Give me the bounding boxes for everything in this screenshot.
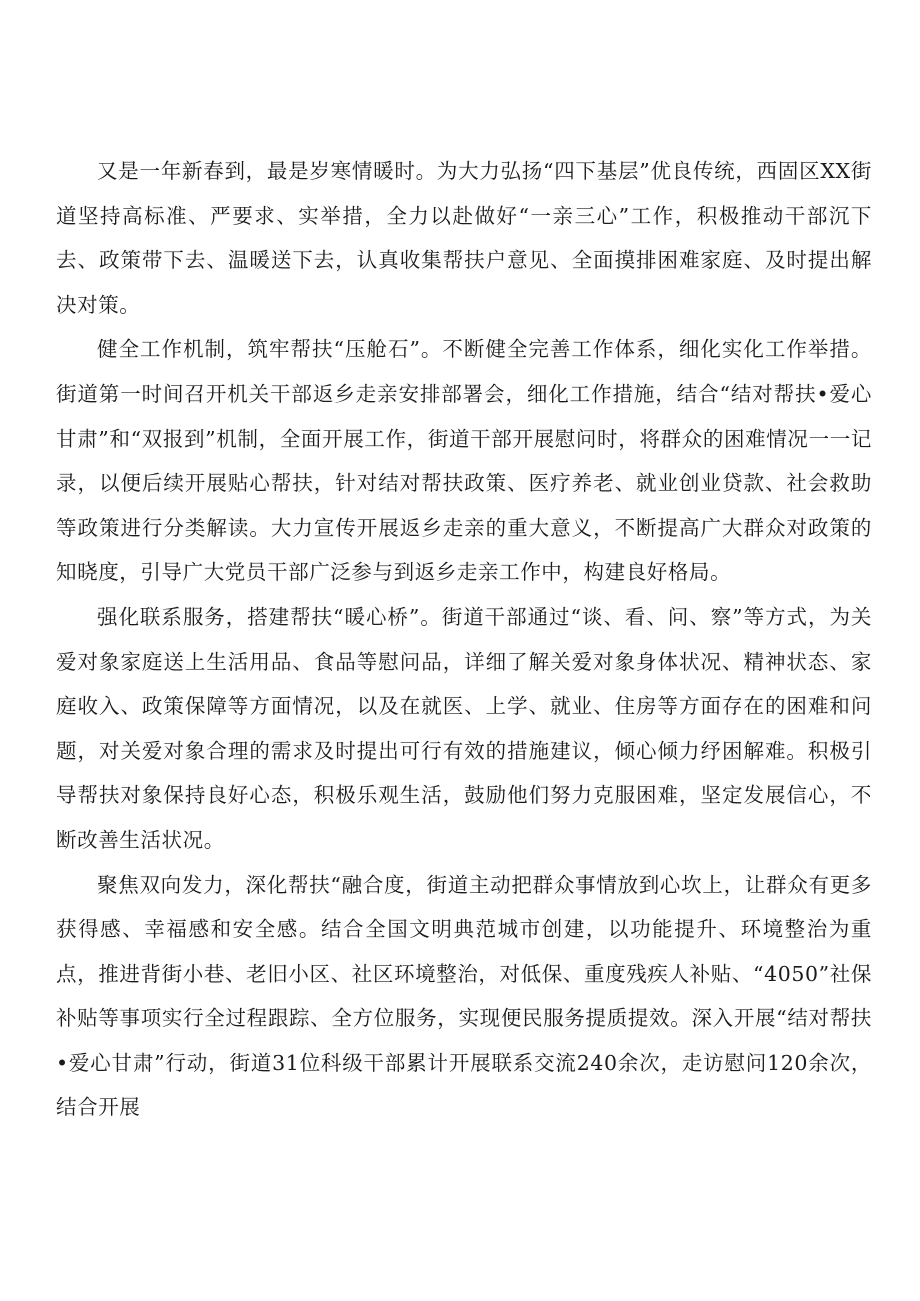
paragraph-service: 强化联系服务，搭建帮扶“暖心桥”。街道干部通过“谈、看、问、察”等方式，为关爱对象家庭送上生活用品、食品等慰问品，详细了解关爱对象身体状况、精神状态、家庭收入、政策保障等方面情况，以及在就医、上学、就业、住房等方面存在的困难和问题，对关爱对象合理的需求及时提出可行有效的措施建议，倾心倾力纾困解难。积极引导帮扶对象保持良好心态，积极乐观生活，鼓励他们努力克服困难，坚定发展信心，不断改善生活状况。 <box>56 604 872 852</box>
paragraph-mechanism: 健全工作机制，筑牢帮扶“压舱石”。不断健全完善工作体系，细化实化工作举措。街道第一时间召开机关干部返乡走亲安排部署会，细化工作措施，结合“结对帮扶•爱心甘肃”和“双报到”机制，全面开展工作，街道干部开展慰问时，将群众的困难情况一一记录，以便后续开展贴心帮扶，针对结对帮扶政策、医疗养老、就业创业贷款、社会救助等政策进行分类解读。大力宣传开展返乡走亲的重大意义，不断提高广大群众对政策的知晓度，引导广大党员干部广泛参与到返乡走亲工作中，构建良好格局。 <box>56 337 872 585</box>
document-body <box>56 149 872 1130</box>
paragraph-integration: 聚焦双向发力，深化帮扶“融合度，街道主动把群众事情放到心坎上，让群众有更多获得感、幸福感和安全感。结合全国文明典范城市创建，以功能提升、环境整治为重点，推进背街小巷、老旧小区、社区环境整治，对低保、重度残疾人补贴、“4050”社保补贴等事项实行全过程跟踪、全方位服务，实现便民服务提质提效。深入开展“结对帮扶•爱心甘肃”行动，街道31位科级干部累计开展联系交流240余次，走访慰问120余次，结合开展 <box>56 872 872 1120</box>
paragraph-intro: 又是一年新春到，最是岁寒情暖时。为大力弘扬“四下基层”优良传统，西固区XX街道坚持高标准、严要求、实举措，全力以赴做好“一亲三心”工作，积极推动干部沉下去、政策带下去、温暖送下去，认真收集帮扶户意见、全面摸排困难家庭、及时提出解决对策。 <box>56 159 872 317</box>
